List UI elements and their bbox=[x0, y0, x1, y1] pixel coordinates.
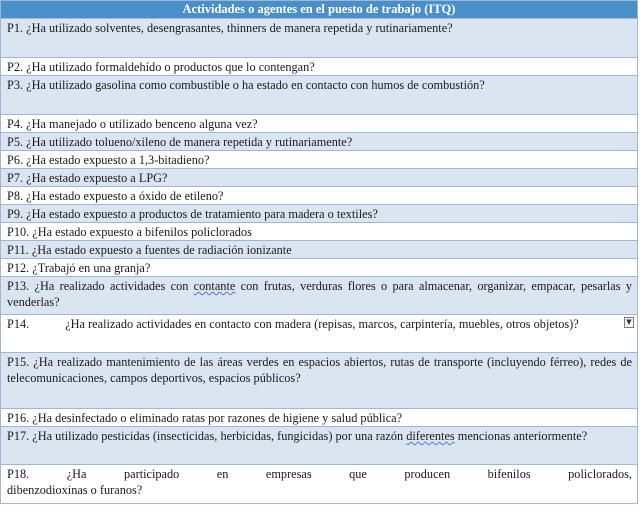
question-label: P16. bbox=[7, 411, 30, 425]
question-label: P2. bbox=[7, 60, 24, 74]
question-label: P11. bbox=[7, 243, 29, 257]
question-row-p11 bbox=[1, 241, 637, 259]
question-text: ¿Ha utilizado tolueno/xileno de manera repetida y rutinariamente? bbox=[26, 135, 353, 149]
question-text-part: mencionas anteriormente? bbox=[454, 429, 588, 443]
question-line-1 bbox=[7, 466, 632, 482]
question-row-p18 bbox=[1, 465, 637, 503]
question-text: ¿Ha estado expuesto a productos de tratamiento para madera o textiles? bbox=[26, 207, 378, 221]
question-text: ¿Trabajó en una granja? bbox=[32, 261, 151, 275]
question-row-p13 bbox=[1, 277, 637, 315]
question-text: ¿Ha utilizado gasolina como combustible o ha estado en contacto con humos de combustión? bbox=[26, 78, 485, 92]
question-text: ¿Ha participado en empresas que producen bifenilos policlorados, bbox=[66, 467, 633, 481]
question-text: ¿Ha utilizado solventes, desengrasantes, thinners de manera repetida y rutinariamente? bbox=[26, 21, 453, 35]
question-label: P6. bbox=[7, 153, 24, 167]
question-text: ¿Ha estado expuesto a 1,3-bitadieno? bbox=[26, 153, 210, 167]
question-text-part: ¿Ha realizado actividades con bbox=[34, 279, 194, 293]
question-row-p3 bbox=[1, 76, 637, 115]
question-row-p14 bbox=[1, 315, 637, 353]
question-label: P9. bbox=[7, 207, 24, 221]
question-label: P18. bbox=[7, 467, 30, 481]
question-text: ¿Ha estado expuesto a LPG? bbox=[26, 171, 168, 185]
question-label: P7. bbox=[7, 171, 24, 185]
question-text: ¿Ha realizado mantenimiento de las áreas verdes en espacios abiertos, rutas de transporte (incluyendo férreo), redes de telecomunicaciones, campos deportivos, espacios públicos? bbox=[7, 355, 632, 385]
question-row-p15 bbox=[1, 353, 637, 409]
question-text-part: ¿Ha utilizado pesticidas (insecticidas, herbicidas, fungicidas) por una razón bbox=[32, 429, 407, 443]
question-row-p1 bbox=[1, 19, 637, 58]
question-label: P14. bbox=[7, 317, 30, 331]
question-label: P8. bbox=[7, 189, 24, 203]
question-label: P3. bbox=[7, 78, 24, 92]
question-line-2: dibenzodioxinas o furanos? bbox=[7, 483, 143, 497]
spellcheck-underlined-word: contante bbox=[193, 279, 236, 293]
question-row-p4 bbox=[1, 115, 637, 133]
question-text: ¿Ha desinfectado o eliminado ratas por razones de higiene y salud pública? bbox=[32, 411, 403, 425]
question-row-p12 bbox=[1, 259, 637, 277]
question-row-p9 bbox=[1, 205, 637, 223]
question-text: ¿Ha manejado o utilizado benceno alguna vez? bbox=[26, 117, 258, 131]
question-text: ¿Ha realizado actividades en contacto con madera (repisas, marcos, carpintería, muebles, otros objetos)? bbox=[65, 317, 579, 331]
question-label: P1. bbox=[7, 21, 24, 35]
question-label: P10. bbox=[7, 225, 30, 239]
question-row-p8 bbox=[1, 187, 637, 205]
question-row-p7 bbox=[1, 169, 637, 187]
question-label: P13. bbox=[7, 279, 30, 293]
question-text-part: con frutas, verduras flores o para almacenar, organizar, empacar, pesarlas y venderlas? bbox=[7, 279, 632, 309]
question-row-p5 bbox=[1, 133, 637, 151]
question-row-p10 bbox=[1, 223, 637, 241]
question-text: ¿Ha estado expuesto a fuentes de radiación ionizante bbox=[31, 243, 292, 257]
question-label: P5. bbox=[7, 135, 24, 149]
question-label: P12. bbox=[7, 261, 30, 275]
question-row-p6 bbox=[1, 151, 637, 169]
question-text: ¿Ha estado expuesto a bifenilos policlorados bbox=[32, 225, 252, 239]
dropdown-arrow-icon[interactable]: ▼ bbox=[624, 317, 634, 328]
question-text: ¿Ha utilizado formaldehído o productos que lo contengan? bbox=[26, 60, 315, 74]
question-label: P4. bbox=[7, 117, 24, 131]
question-row-p17 bbox=[1, 427, 637, 465]
question-text: ¿Ha estado expuesto a óxido de etileno? bbox=[26, 189, 224, 203]
question-label: P17. bbox=[7, 429, 30, 443]
table-title: Actividades o agentes en el puesto de trabajo (ITQ) bbox=[1, 1, 637, 19]
spellcheck-underlined-word: diferentes bbox=[406, 429, 455, 443]
question-row-p2 bbox=[1, 58, 637, 76]
question-label: P15. bbox=[7, 355, 30, 369]
question-row-p16 bbox=[1, 409, 637, 427]
